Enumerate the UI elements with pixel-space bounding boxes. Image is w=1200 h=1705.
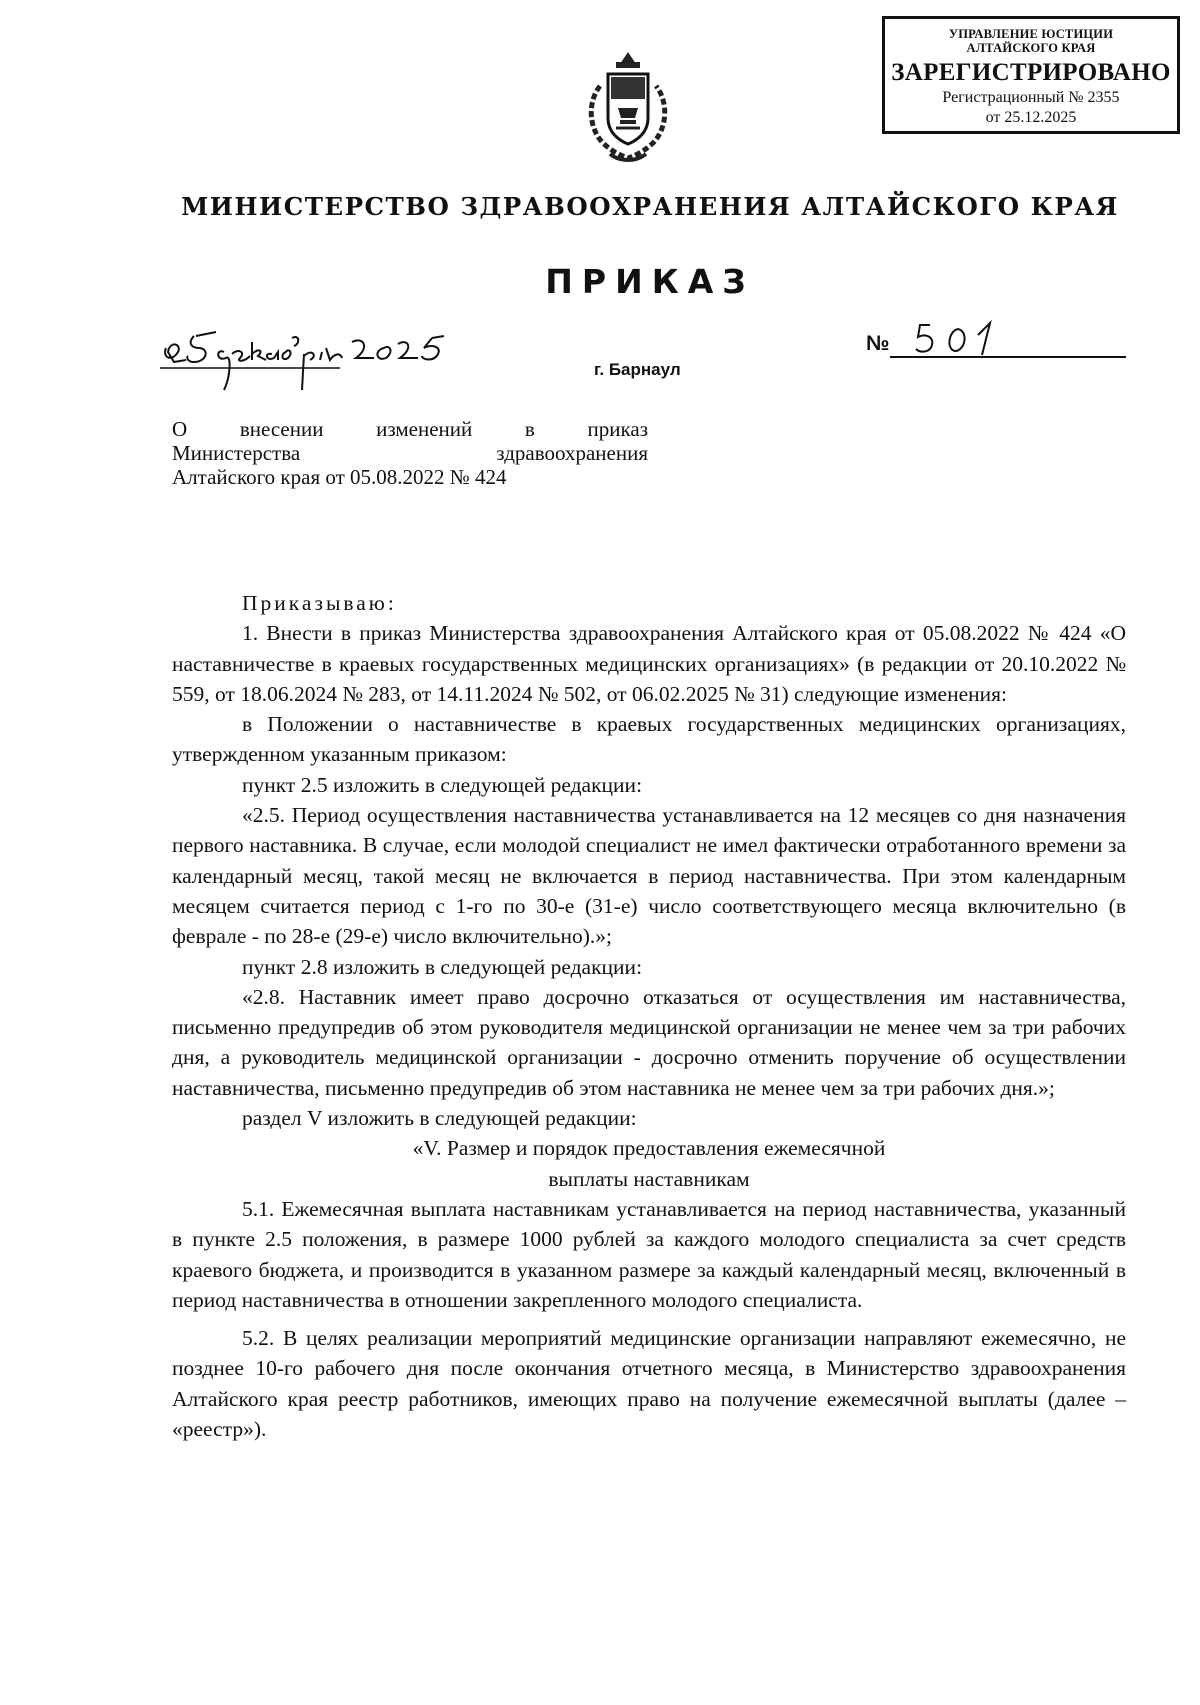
section-title-line2: выплаты наставникам bbox=[548, 1166, 750, 1191]
paragraph-3: пункт 2.5 изложить в следующей редакции: bbox=[242, 772, 643, 797]
paragraph-2-8: «2.8. Наставник имеет право досрочно отказаться от осуществления им наставничества, письменно предупредив об этом руководителя медицинской организации не менее чем за три рабочих дня, а руководитель медицинской организации - досрочно отменить поручение об осуществлении наставничества, письменно предупредив об этом наставника не менее чем за три рабочих дня.»; bbox=[172, 984, 1126, 1100]
section-title-line1: «V. Размер и порядок предоставления ежемесячной bbox=[412, 1136, 886, 1161]
paragraph-5-2: 5.2. В целях реализации мероприятий медицинские организации направляют ежемесячно, не позднее 10-го рабочего дня после окончания отчетного месяца, в Министерство здравоохранения Алтайского края реестр работников, имеющих право на получение ежемесячной выплаты (далее – «реестр»). bbox=[172, 1326, 1126, 1442]
subject-line2: Министерства здравоохранения bbox=[172, 441, 648, 465]
paragraph-2-5: «2.5. Период осуществления наставничества устанавливается на 12 месяцев со дня назначения первого наставника. В случае, если молодой специалист не имел фактически отработанного времени за календарный месяц, такой месяц не включается в период наставничества. При этом календарным месяцем считается период с 1-го по 30-е (31-е) число соответствующего месяца включительно (в феврале - по 28-е (29-е) число включительно).»; bbox=[172, 803, 1126, 949]
stamp-department bbox=[885, 27, 1177, 55]
paragraph-5: пункт 2.8 изложить в следующей редакции: bbox=[242, 954, 643, 979]
order-subject bbox=[172, 417, 648, 489]
order-body bbox=[172, 588, 1126, 1444]
subject-line3: Алтайского края от 05.08.2022 № 424 bbox=[172, 465, 507, 489]
stamp-date: от 25.12.2025 bbox=[985, 109, 1077, 126]
stamp-status: ЗАРЕГИСТРИРОВАНО bbox=[891, 59, 1171, 86]
paragraph-2: в Положении о наставничестве в краевых государственных медицинских организациях, утвержденном указанным приказом: bbox=[172, 712, 1126, 767]
stamp-department-line1: УПРАВЛЕНИЕ ЮСТИЦИИ bbox=[948, 27, 1114, 41]
paragraph-1: 1. Внести в приказ Министерства здравоохранения Алтайского края от 05.08.2022 № 424 «О наставничестве в краевых государственных медицинских организациях» (в редакции от 20.10.2022 № 559, от 18.06.2024 № 283, от 14.11.2024 № 502, от 06.02.2025 № 31) следующие изменения: bbox=[172, 621, 1126, 706]
document-type: ПРИКАЗ bbox=[545, 262, 755, 301]
coat-of-arms-icon bbox=[580, 46, 676, 166]
prikazyvayu: Приказываю: bbox=[242, 591, 397, 615]
handwritten-date bbox=[160, 318, 500, 398]
paragraph-5-1: 5.1. Ежемесячная выплата наставникам устанавливается на период наставничества, указанный в пункте 2.5 положения, в размере 1000 рублей за каждого молодого специалиста за счет средств краевого бюджета, и производится в указанном размере за каждый календарный месяц, включенный в период наставничества в отношении закрепленного молодого специалиста. bbox=[172, 1196, 1126, 1312]
stamp-registration-number: Регистрационный № 2355 bbox=[942, 89, 1120, 106]
subject-line1: О внесении изменений в приказ bbox=[172, 417, 648, 441]
registration-stamp bbox=[882, 16, 1180, 134]
stamp-department-line2: АЛТАЙСКОГО КРАЯ bbox=[966, 41, 1096, 55]
paragraph-7: раздел V изложить в следующей редакции: bbox=[242, 1106, 637, 1131]
ministry-name: МИНИСТЕРСТВО ЗДРАВООХРАНЕНИЯ АЛТАЙСКОГО КРАЯ bbox=[181, 192, 1119, 221]
city: г. Барнаул bbox=[594, 360, 681, 379]
number-label: № bbox=[866, 332, 890, 355]
handwritten-number bbox=[912, 315, 1042, 365]
